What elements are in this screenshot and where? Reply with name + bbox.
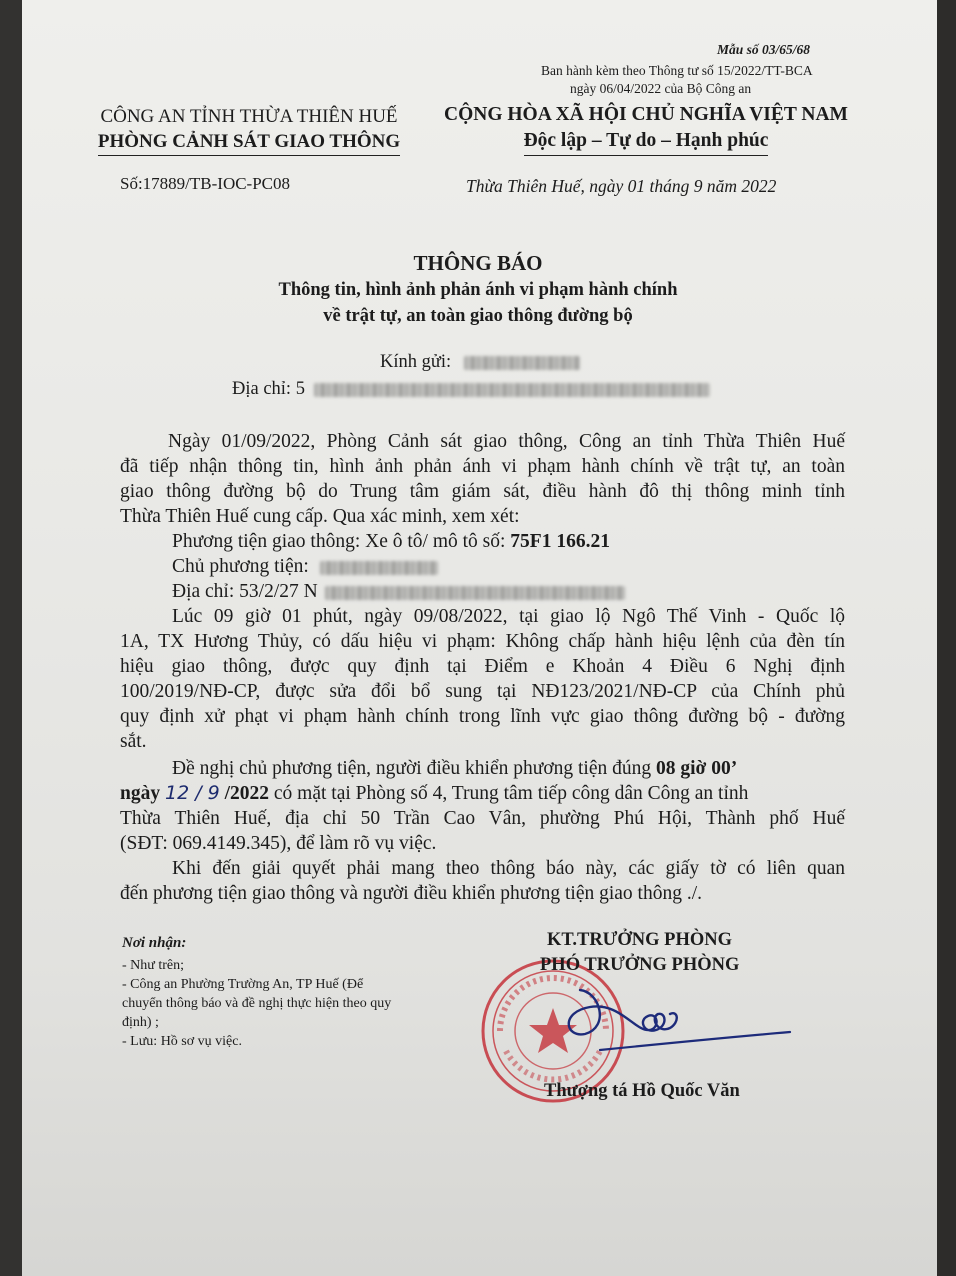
vehicle-label: Phương tiện giao thông: Xe ô tô/ mô tô số: [172,531,506,552]
form-issued-by: Ban hành kèm theo Thông tư số 15/2022/TT-BCA [541,63,813,78]
handwritten-date: 12 / 9 [164,782,220,804]
paragraph-3-line-1: Đề nghị chủ phương tiện, người điều khiển phương tiện đúng 08 giờ 00’ [172,758,738,779]
appointment-time: 08 giờ 00’ [656,758,738,779]
recipient-label: Kính gửi: [380,352,452,372]
owner-address-label: Địa chỉ: 53/2/27 N [172,581,318,602]
appointment-year: /2022 [224,783,270,804]
recipients-item-2-line-1: - Công an Phường Trường An, TP Huế (Để [122,977,364,992]
paragraph-2-line-6: sắt. [120,731,147,752]
paragraph-2-line-1: Lúc 09 giờ 01 phút, ngày 09/08/2022, tại giao lộ Ngô Thế Vinh - Quốc lộ [172,606,845,627]
paragraph-4-line-1: Khi đến giải quyết phải mang theo thông báo này, các giấy tờ có liên quan [172,858,845,879]
recipients-item-1: - Như trên; [122,958,185,973]
sign-title-1: KT.TRƯỞNG PHÒNG [547,930,732,950]
recipient-line [380,352,580,373]
national-header [430,102,862,156]
paragraph-3-line-2: ngày 12 / 9 /2022 có mặt tại Phòng số 4, Trung tâm tiếp công dân Công an tỉnh [120,782,749,804]
paragraph-1-line-4: Thừa Thiên Huế cung cấp. Qua xác minh, xem xét: [120,506,520,527]
paragraph-1-line-1: Ngày 01/09/2022, Phòng Cảnh sát giao thông, Công an tỉnh Thừa Thiên Huế [168,431,845,452]
recipient-address-label: Địa chỉ: [232,379,292,399]
recipient-address-prefix: 5 [295,379,305,399]
paragraph-3-line-3: Thừa Thiên Huế, địa chỉ 50 Trần Cao Vân, phường Phú Hội, Thành phố Huế [120,808,845,829]
paragraph-2-line-5: quy định xử phạt vi phạm hành chính trong lĩnh vực giao thông đường bộ - đường [120,706,845,727]
sign-title-2: PHÓ TRƯỞNG PHÒNG [540,955,740,975]
agency-province: CÔNG AN TỈNH THỪA THIÊN HUẾ [100,106,398,127]
redacted-owner-address [325,586,625,600]
document-number: Số:17889/TB-IOC-PC08 [120,174,291,193]
paragraph-2-line-2: 1A, TX Hương Thủy, có dấu hiệu vi phạm: Không chấp hành hiệu lệnh của đèn tín [120,631,845,652]
paragraph-4-line-2: đến phương tiện giao thông và người điều khiển phương tiện giao thông ./. [120,883,703,904]
photo-edge-left [0,0,22,1276]
paragraph-2-line-4: 100/2019/NĐ-CP, được sửa đổi bổ sung tại NĐ123/2021/NĐ-CP của Chính phủ [120,681,845,702]
photo-edge-right [937,0,956,1276]
paragraph-3-line-4: (SĐT: 069.4149.345), để làm rõ vụ việc. [120,833,437,854]
recipients-item-2-line-3: định) ; [122,1015,159,1030]
signer-name: Thượng tá Hồ Quốc Văn [544,1081,740,1101]
owner-line [172,554,438,579]
agency-department: PHÒNG CẢNH SÁT GIAO THÔNG [86,129,412,156]
vehicle-line [172,529,610,554]
place-and-date: Thừa Thiên Huế, ngày 01 tháng 9 năm 2022 [466,176,777,196]
vehicle-plate: 75F1 166.21 [510,531,610,552]
redacted-recipient-name [464,356,580,370]
recipients-item-2-line-2: chuyển thông báo và đề nghị thực hiện theo quy [122,996,392,1011]
owner-label: Chủ phương tiện: [172,556,309,577]
recipients-title: Nơi nhận: [122,935,187,951]
agency-header [86,104,412,156]
form-issued-date: ngày 06/04/2022 của Bộ Công an [570,81,752,96]
nation-name: CỘNG HÒA XÃ HỘI CHỦ NGHĨA VIỆT NAM [444,104,848,125]
paragraph-2-line-3: hiệu giao thông, được quy định tại Điểm e Khoản 4 Điều 6 Nghị định [120,656,845,677]
document-subtitle-2: về trật tự, an toàn giao thông đường bộ [323,306,633,326]
document-subtitle-1: Thông tin, hình ảnh phản ánh vi phạm hành chính [278,280,678,300]
redacted-recipient-address [314,383,710,397]
paragraph-1-line-3: giao thông đường bộ do Trung tâm giám sát, điều hành đô thị thông minh tỉnh [120,481,845,502]
redacted-owner-name [320,561,438,575]
form-number: Mẫu số 03/65/68 [716,42,810,57]
nation-motto: Độc lập – Tự do – Hạnh phúc [430,128,862,156]
paragraph-1-line-2: đã tiếp nhận thông tin, hình ảnh phản ánh vi phạm hành chính về trật tự, an toàn [120,456,845,477]
recipient-address-line [232,379,710,400]
owner-address-line [172,579,625,604]
recipients-item-3: - Lưu: Hồ sơ vụ việc. [122,1034,242,1049]
document-title: THÔNG BÁO [413,251,543,275]
signature-icon [540,972,800,1072]
